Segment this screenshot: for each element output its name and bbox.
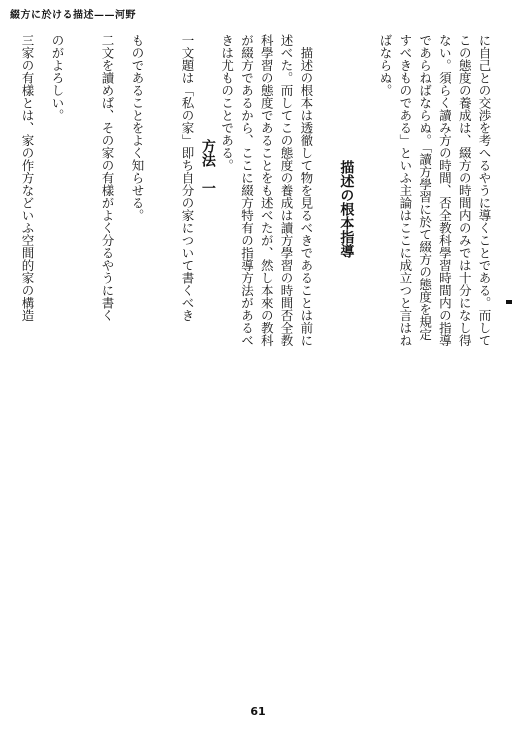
item-text: のがよろしい。 xyxy=(50,34,66,122)
text-line: に自己との交渉を考へるやうに導くことである。而して xyxy=(477,34,492,347)
text-line: が綴方であるから、ここに綴方特有の指導方法があるべ xyxy=(239,34,255,347)
text-line: 科學習の態度であることをも述べたが、然し本來の教科 xyxy=(259,34,275,347)
list-item xyxy=(9,34,37,684)
section-heading: 描述の根本指導 xyxy=(338,160,355,258)
item-continuation xyxy=(117,34,157,684)
text-line: 描述の根本は透徹して物を見るべきであることは前に xyxy=(298,34,314,347)
section-heading: 方法 一 xyxy=(199,139,216,195)
item-text: 文題は「私の家」即ち自分の家について書くべき xyxy=(180,46,196,322)
text-line: ばならぬ。 xyxy=(378,34,394,97)
text-line: ない。須らく讀み方の時間、否全教科學習時間内の指導 xyxy=(437,34,453,347)
text-line: この態度の養成は、綴方の時間内のみでは十分になし得 xyxy=(457,34,473,347)
item-text: 家の有樣とは、家の作方などいふ空間的家の構造 xyxy=(20,46,36,322)
body-text xyxy=(9,34,494,684)
item-number: 一 xyxy=(180,34,196,47)
page-number: 61 xyxy=(250,705,266,718)
text-line: きは尤ものことである。 xyxy=(219,34,235,172)
text-line: 述べた。而してこの態度の養成は讀方學習の時間否全教 xyxy=(279,34,295,347)
blank-line xyxy=(316,34,336,684)
edge-mark xyxy=(506,300,512,304)
item-number: 三 xyxy=(20,34,36,47)
text-line: すべきものである」といふ主論はここに成立つと言はね xyxy=(397,34,413,347)
text-line: であらねばならぬ。「讀方學習に於て綴方の態度を規定 xyxy=(417,34,433,341)
item-text: 文を讀めば、その家の有樣がよく分るやうに書く xyxy=(100,46,116,322)
item-text: ものであることをよく知らせる。 xyxy=(130,34,146,222)
running-header: 綴方に於ける描述——河野 xyxy=(10,10,136,21)
blank-line xyxy=(355,34,375,684)
item-continuation xyxy=(37,34,77,684)
list-item xyxy=(157,34,197,684)
list-item xyxy=(77,34,117,684)
item-number: 二 xyxy=(100,34,116,47)
